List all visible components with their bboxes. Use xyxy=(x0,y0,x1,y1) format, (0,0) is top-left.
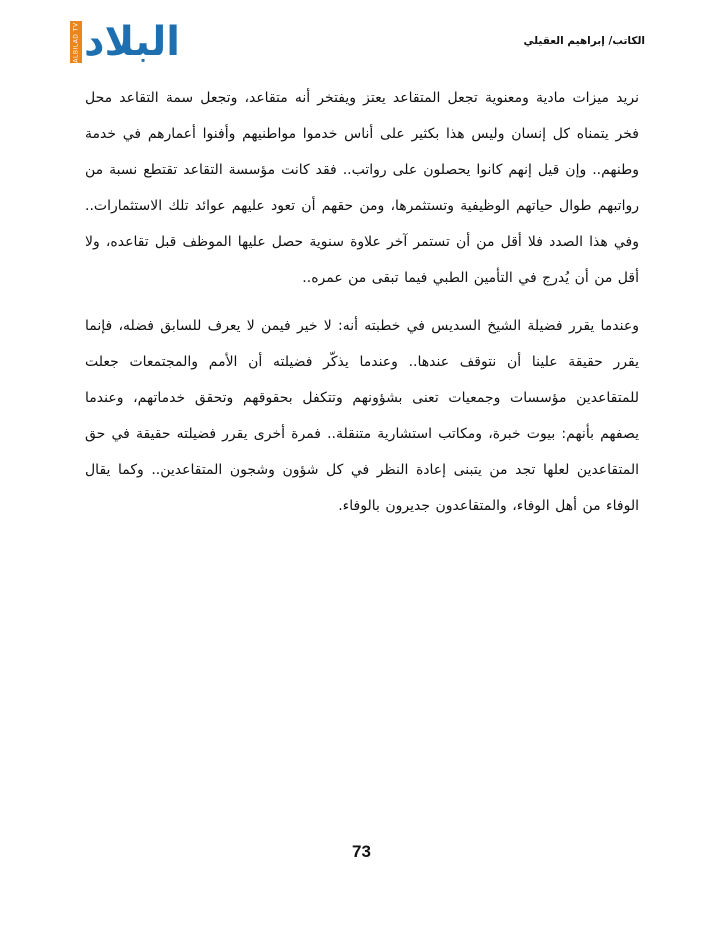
publication-logo xyxy=(48,16,180,68)
author-line: الكاتب/ إبراهيم العقيلي xyxy=(523,35,645,47)
logo-tv-strip xyxy=(70,21,82,63)
article-body xyxy=(85,80,639,524)
paragraph-2: وعندما يقرر فضيلة الشيخ السديس في خطبته أنه: لا خير فيمن لا يعرف للسابق فضله، فإنما يقرر حقيقة علينا أن نتوقف عندها.. وعندما يذكّر فضيلته أن الأمم والمجتمعات جعلت للمتقاعدين مؤسسات وجمعيات تعنى بشؤونهم وتتكفل بحقوقهم وتحقق خدماتهم، وعندما يصفهم بأنهم: بيوت خبرة، ومكاتب استشارية متنقلة.. فمرة أخرى يقرر فضيلته حقيقة في حق المتقاعدين لعلها تجد من يتبنى إعادة النظر في كل شؤون وشجون المتقاعدين.. وكما يقال الوفاء من أهل الوفاء، والمتقاعدون جديرون بالوفاء. xyxy=(85,318,639,514)
paragraph-1: نريد ميزات مادية ومعنوية تجعل المتقاعد يعتز ويفتخر أنه متقاعد، وتجعل سمة التقاعد محل فخر يتمناه كل إنسان وليس هذا بكثير على أناس خدموا مواطنيهم وأفنوا أعمارهم في خدمة وطنهم.. وإن قيل إنهم كانوا يحصلون على رواتب.. فقد كانت مؤسسة التقاعد تقتطع نسبة من رواتبهم طوال حياتهم الوظيفية وتستثمرها، ومن حقهم أن تعود عليهم عوائد تلك الاستثمارات.. وفي هذا الصدد فلا أقل من أن تستمر آخر علاوة سنوية حصل عليها الموظف قبل تقاعده، ولا أقل من أن يُدرج في التأمين الطبي فيما تبقى من عمره.. xyxy=(85,90,639,286)
logo-strip-label: ALBILAD TV xyxy=(72,21,80,63)
page-number: 73 xyxy=(352,842,371,861)
logo-wordmark: البلاد xyxy=(84,19,180,65)
